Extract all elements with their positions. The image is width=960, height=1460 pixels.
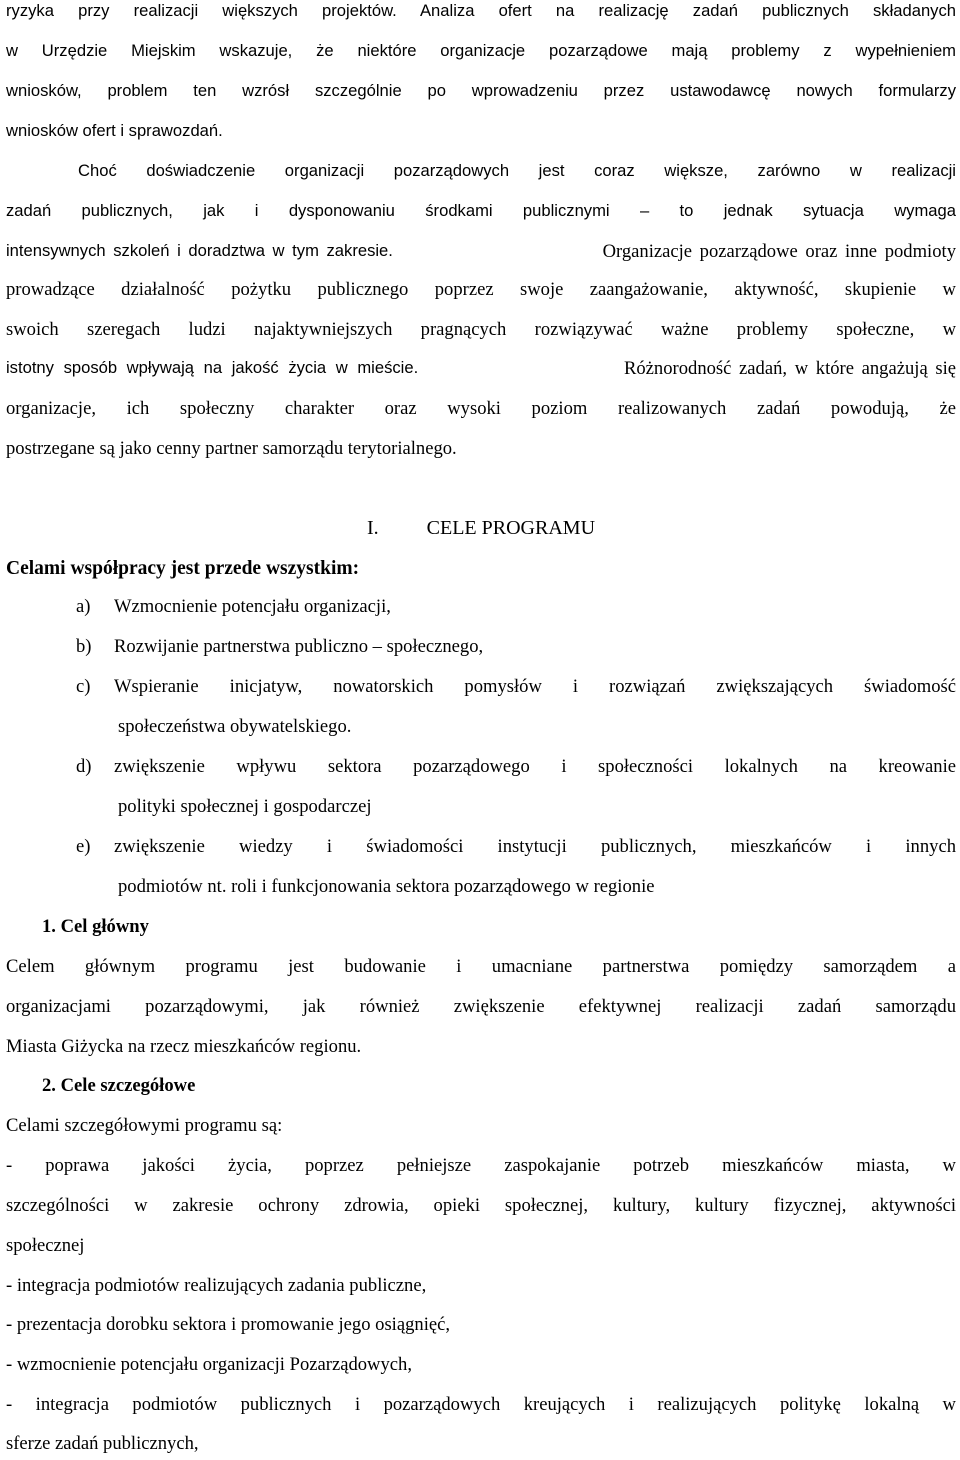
intro-mixed-line <box>6 360 956 379</box>
specific-goal-line: - poprawa jakości życia, poprzez pełniejsze zaspokajanie potrzeb mieszkańców miasta, w <box>6 1155 956 1176</box>
specific-goal-line: szczególności w zakresie ochrony zdrowia, opieki społecznej, kultury, kultury fizycznej, aktywności <box>6 1195 956 1216</box>
list-item: Rozwijanie partnerstwa publiczno – społecznego, <box>114 636 484 657</box>
intro-line: swoich szeregach ludzi najaktywniejszych pragnących rozwiązywać ważne problemy społeczne, w <box>6 319 956 340</box>
intro-line: postrzegane są jako cenny partner samorządu terytorialnego. <box>6 438 457 459</box>
section-number: I. <box>366 517 379 539</box>
specific-goal-line: - integracja podmiotów publicznych i pozarządowych kreujących i realizujących politykę lokalną w <box>6 1394 956 1415</box>
list-item-letter: c) <box>76 676 91 697</box>
list-item-continuation: podmiotów nt. roli i funkcjonowania sektora pozarządowego w regionie <box>118 876 655 897</box>
list-item-letter: e) <box>76 836 91 857</box>
list-item-letter: b) <box>76 636 92 657</box>
list-item: Wzmocnienie potencjału organizacji, <box>114 596 391 617</box>
list-item-continuation: polityki społecznej i gospodarczej <box>118 796 372 817</box>
list-item: Wspieranie inicjatyw, nowatorskich pomysłów i rozwiązań zwiększających świadomość <box>114 676 956 697</box>
specific-goal-line: sferze zadań publicznych, <box>6 1433 199 1454</box>
list-item-continuation: społeczeństwa obywatelskiego. <box>118 716 352 737</box>
specific-goal-line: - wzmocnienie potencjału organizacji Pozarządowych, <box>6 1354 412 1375</box>
intro-line: zadań publicznych, jak i dysponowaniu środkami publicznymi – to jednak sytuacja wymaga <box>6 201 956 220</box>
main-goal-line: organizacjami pozarządowymi, jak również zwiększenie efektywnej realizacji zadań samorządu <box>6 996 956 1017</box>
intro-line-serif-part: Organizacje pozarządowe oraz inne podmioty <box>602 241 956 262</box>
intro-line: w Urzędzie Miejskim wskazuje, że niektóre organizacje pozarządowe mają problemy z wypełnieniem <box>6 41 956 60</box>
intro-line: organizacje, ich społeczny charakter oraz wysoki poziom realizowanych zadań powodują, że <box>6 398 956 419</box>
main-goal-heading: 1. Cel główny <box>42 916 149 937</box>
specific-goals-heading: 2. Cele szczegółowe <box>42 1075 196 1096</box>
section-heading <box>6 518 956 538</box>
intro-line-serif-part: Różnorodność zadań, w które angażują się <box>623 358 956 379</box>
goals-intro: Celami współpracy jest przede wszystkim: <box>6 558 360 579</box>
intro-mixed-line <box>6 243 956 262</box>
intro-line-sans-part: istotny sposób wpływają na jakość życia w mieście. <box>6 358 419 377</box>
section-title: CELE PROGRAMU <box>426 517 596 539</box>
main-goal-line: Miasta Giżycka na rzecz mieszkańców regionu. <box>6 1036 362 1057</box>
intro-line: Choć doświadczenie organizacji pozarządowych jest coraz większe, zarówno w realizacji <box>78 161 956 180</box>
list-item-letter: a) <box>76 596 91 617</box>
intro-line: wniosków, problem ten wzrósł szczególnie po wprowadzeniu przez ustawodawcę nowych formularzy <box>6 81 956 100</box>
intro-line: wniosków ofert i sprawozdań. <box>6 121 223 140</box>
intro-line: ryzyka przy realizacji większych projektów. Analiza ofert na realizację zadań publicznych składanych <box>6 1 956 20</box>
list-item: zwiększenie wiedzy i świadomości instytucji publicznych, mieszkańców i innych <box>114 836 956 857</box>
specific-goal-line: - integracja podmiotów realizujących zadania publiczne, <box>6 1275 427 1296</box>
intro-line-sans-part: intensywnych szkoleń i doradztwa w tym zakresie. <box>6 241 393 260</box>
main-goal-line: Celem głównym programu jest budowanie i umacniane partnerstwa pomiędzy samorządem a <box>6 956 956 977</box>
specific-goal-line: społecznej <box>6 1235 85 1256</box>
specific-goal-line: - prezentacja dorobku sektora i promowanie jego osiągnięć, <box>6 1314 451 1335</box>
list-item-letter: d) <box>76 756 92 777</box>
specific-goals-intro: Celami szczegółowymi programu są: <box>6 1115 283 1136</box>
list-item: zwiększenie wpływu sektora pozarządowego i społeczności lokalnych na kreowanie <box>114 756 956 777</box>
intro-line: prowadzące działalność pożytku publicznego poprzez swoje zaangażowanie, aktywność, skupienie w <box>6 279 956 300</box>
